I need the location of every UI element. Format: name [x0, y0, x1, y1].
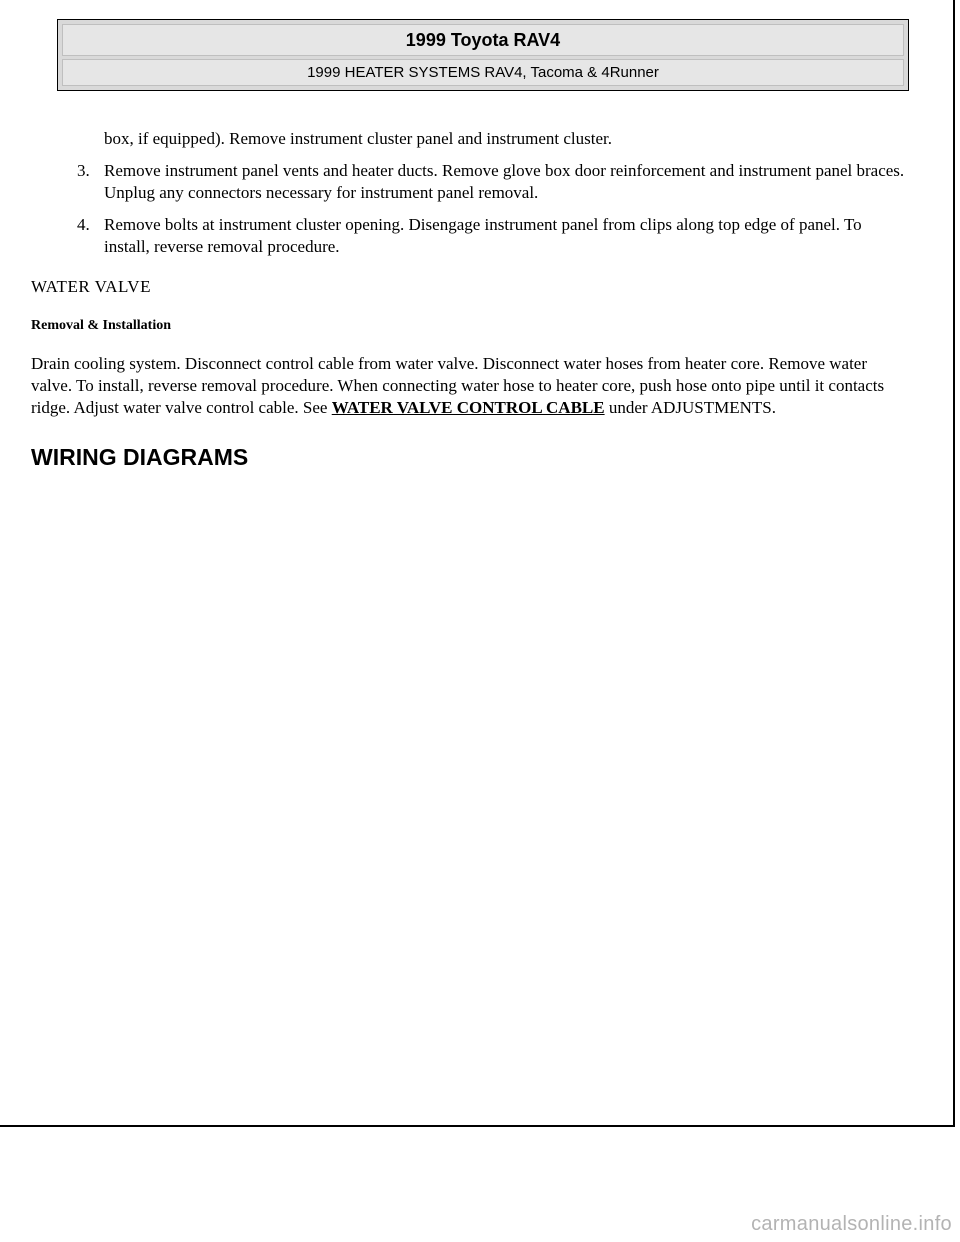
section-heading-wiring-diagrams: WIRING DIAGRAMS	[31, 444, 249, 470]
procedure-step	[31, 160, 911, 204]
subheading-removal-installation: Removal & Installation	[31, 318, 171, 333]
watermark: carmanualsonline.info	[751, 1213, 952, 1235]
document-header	[57, 19, 909, 91]
section-heading-water-valve: WATER VALVE	[31, 277, 151, 296]
step-number: 4.	[77, 215, 90, 234]
header-subtitle: 1999 HEATER SYSTEMS RAV4, Tacoma & 4Runner	[62, 59, 904, 86]
step-text: Remove instrument panel vents and heater ducts. Remove glove box door reinforcement and instrument panel braces. Unplug any connectors necessary for instrument panel removal.	[104, 161, 905, 202]
paragraph-text-end: under ADJUSTMENTS.	[604, 398, 777, 417]
step-text: Remove bolts at instrument cluster opening. Disengage instrument panel from clips along top edge of panel. To install, reverse removal procedure.	[104, 215, 862, 256]
water-valve-control-cable-link[interactable]: WATER VALVE CONTROL CABLE	[331, 398, 605, 417]
continued-step-text: box, if equipped). Remove instrument cluster panel and instrument cluster.	[104, 129, 612, 148]
procedure-step	[31, 214, 911, 258]
water-valve-paragraph	[31, 353, 911, 419]
step-number: 3.	[77, 161, 90, 180]
header-title: 1999 Toyota RAV4	[62, 24, 904, 56]
document-body	[31, 128, 911, 471]
paragraph-text: Drain cooling system. Disconnect control cable from water valve. Disconnect water hoses from heater core. Remove water valve. To install, reverse removal procedure. When connecting water hose to heater core, push hose onto pipe until it contacts ridge. Adjust water valve control cable. See	[31, 354, 885, 417]
